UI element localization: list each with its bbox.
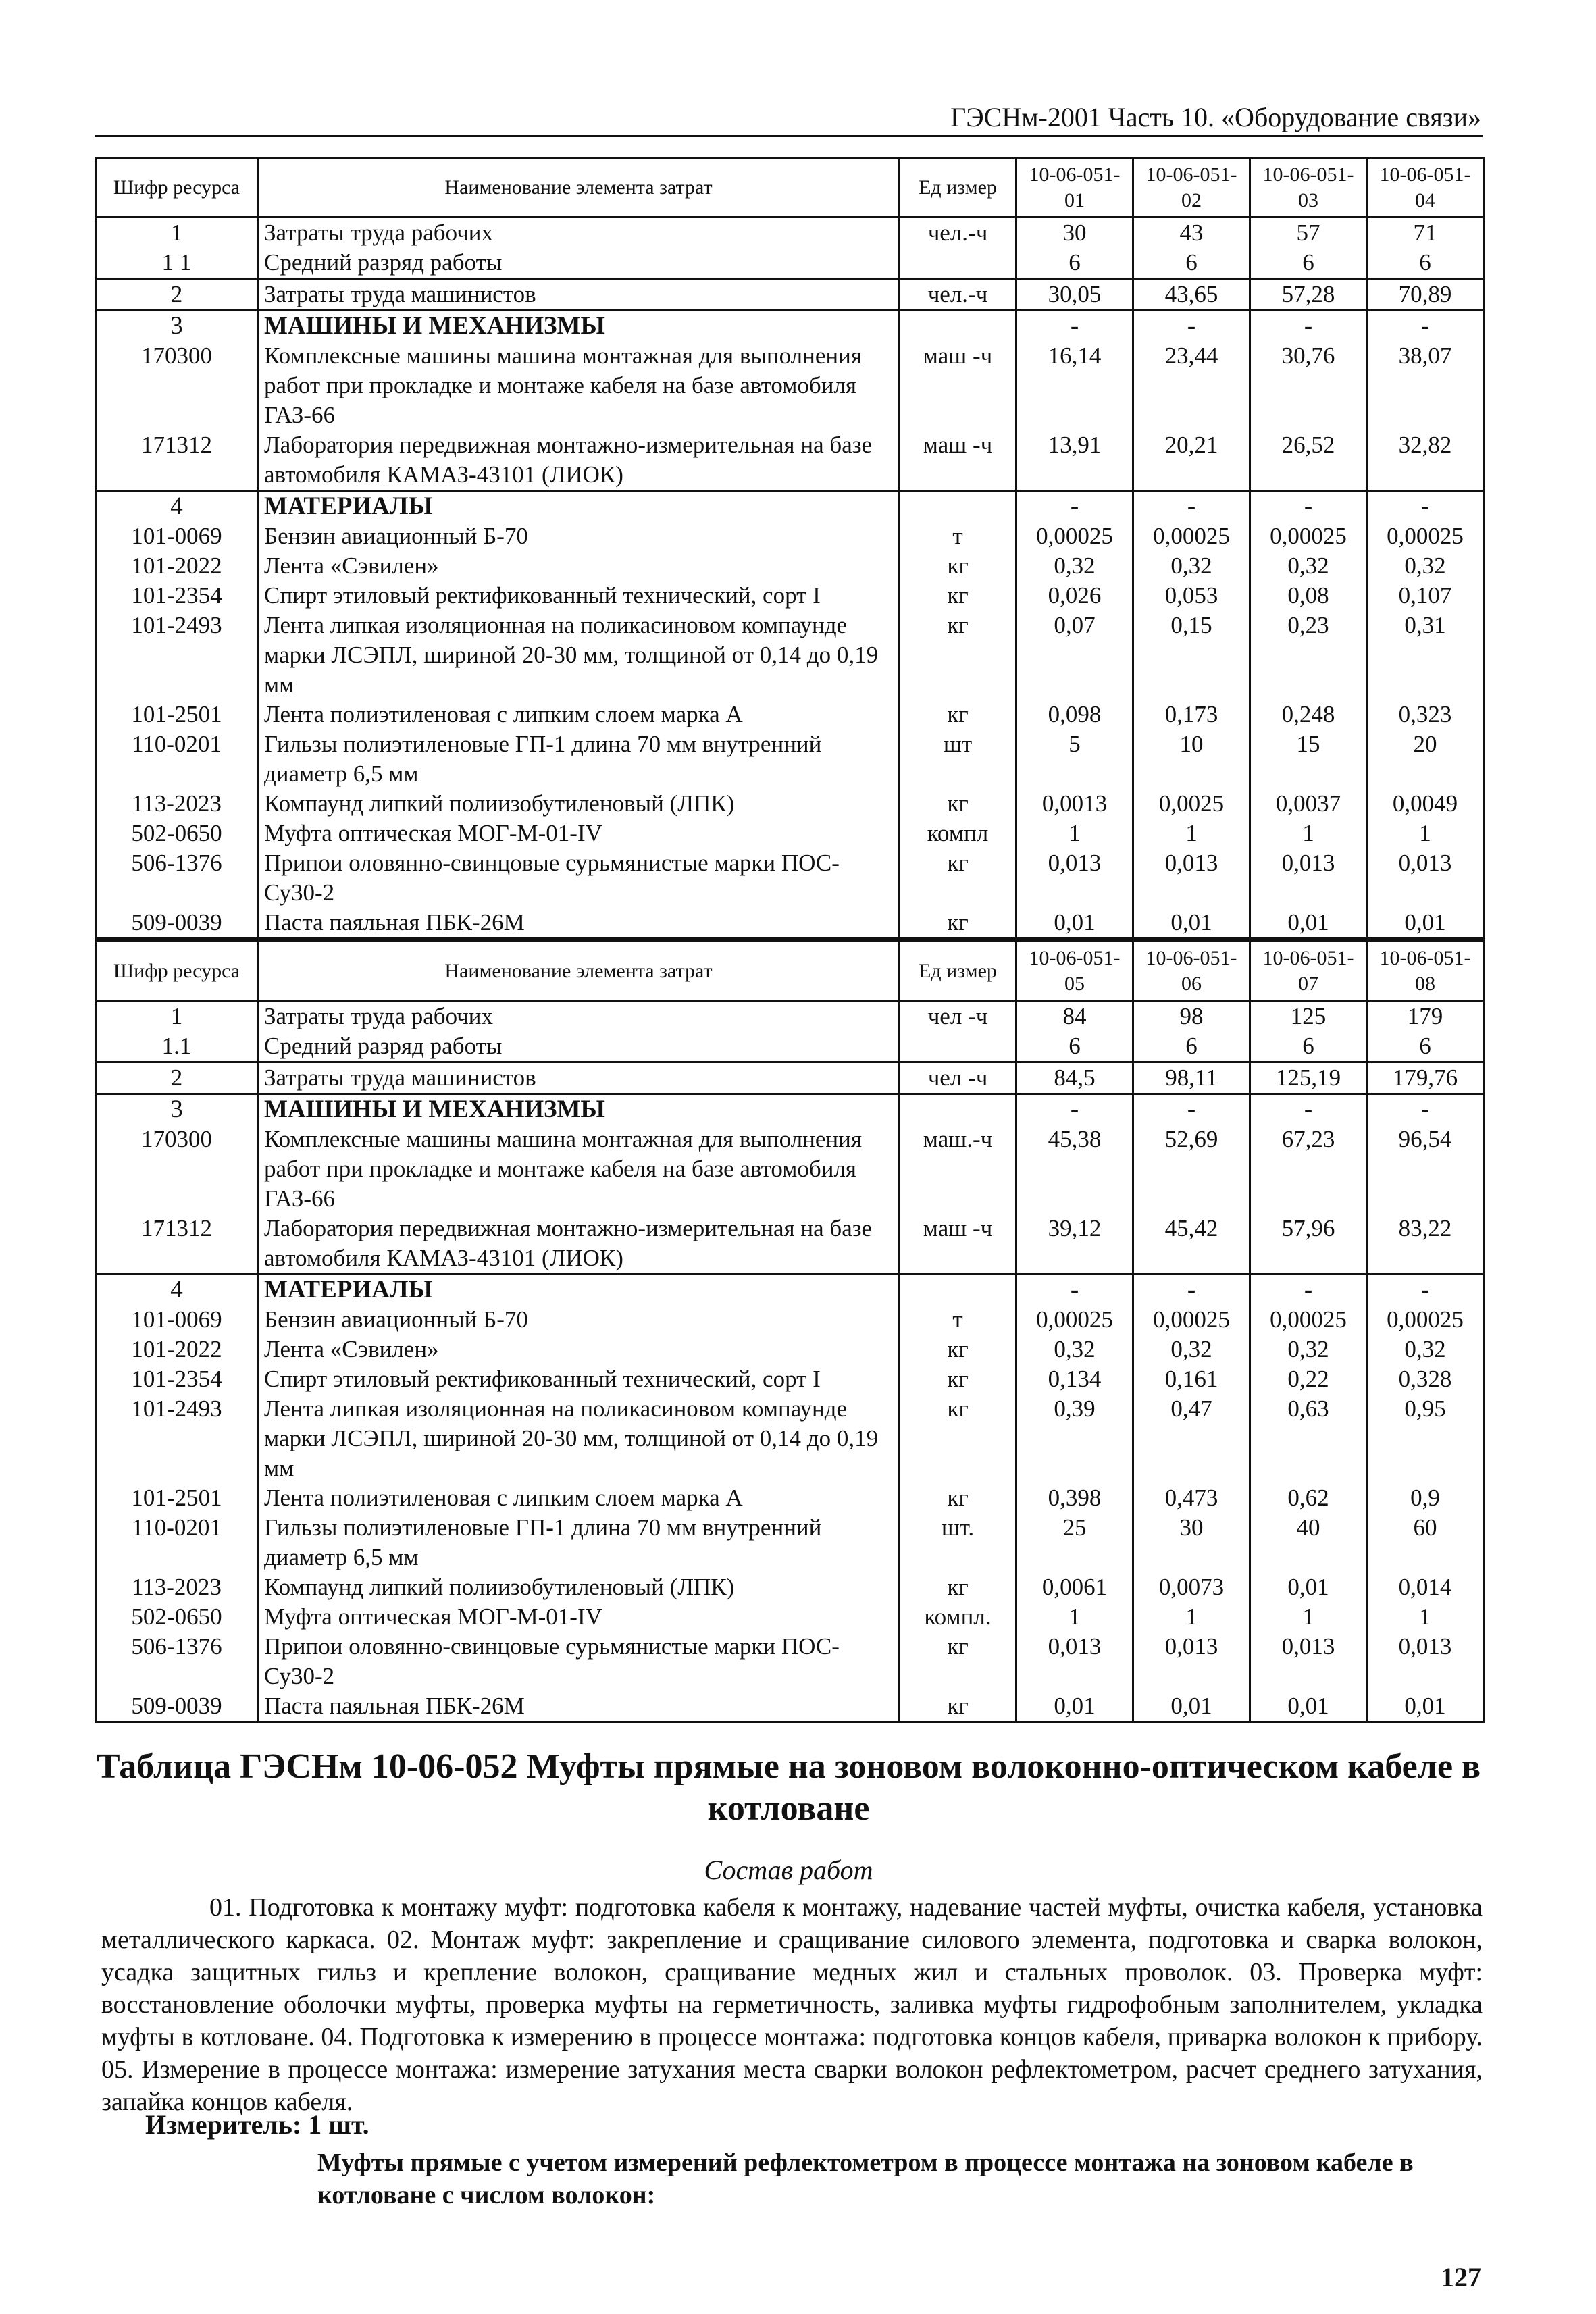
resource-name: Спирт этиловый ректификованный технический, сорт I [258,1364,900,1394]
resource-value: 0,9 [1367,1483,1484,1513]
resource-value: 0,01 [1250,1691,1367,1722]
header-name: Наименование элемента затрат [258,942,900,1001]
table-row [96,1062,1484,1094]
table-row [96,729,1484,789]
resource-value: 6 [1133,248,1250,279]
resource-value: - [1367,1275,1484,1306]
resource-code: 502-0650 [96,819,258,848]
resource-value: - [1367,1094,1484,1125]
resource-code: 101-2354 [96,581,258,611]
resource-value: 70,89 [1367,279,1484,311]
resource-unit: кг [900,581,1016,611]
table-row [96,1275,1484,1306]
resource-value: 84 [1016,1001,1133,1032]
resource-value: 0,323 [1367,700,1484,729]
resource-value: 57,28 [1250,279,1367,311]
resource-value: 125,19 [1250,1062,1367,1094]
work-composition-heading: Состав работ [704,1855,873,1885]
resource-name: Паста паяльная ПБК-26М [258,1691,900,1722]
table-row [96,279,1484,311]
resource-value: 25 [1016,1513,1133,1572]
resource-value: 0,01 [1367,1691,1484,1722]
table-row [96,848,1484,908]
table-row [96,1335,1484,1364]
resource-value: 0,01 [1133,1691,1250,1722]
resource-name: Затраты труда рабочих [258,217,900,249]
resource-value: - [1016,491,1133,522]
resource-unit: кг [900,611,1016,700]
table-row [96,521,1484,551]
resource-value: 1 [1367,819,1484,848]
resource-value: 0,161 [1133,1364,1250,1394]
resource-unit: т [900,1305,1016,1335]
resource-name: МАТЕРИАЛЫ [258,1275,900,1306]
resource-code: 113-2023 [96,1572,258,1602]
resource-value: 30,76 [1250,341,1367,430]
resource-code: 3 [96,311,258,342]
resource-value: - [1133,311,1250,342]
resource-unit: шт. [900,1513,1016,1572]
resource-name: Лента полиэтиленовая с липким слоем марка А [258,700,900,729]
resource-value: - [1133,1094,1250,1125]
resource-value: 0,013 [1133,848,1250,908]
resource-value: 0,00025 [1367,521,1484,551]
resource-value: 98,11 [1133,1062,1250,1094]
resource-code: 2 [96,279,258,311]
resource-value: 52,69 [1133,1125,1250,1214]
resource-code: 1 [96,217,258,249]
resource-value: 0,026 [1016,581,1133,611]
resource-name: Лента «Сэвилен» [258,1335,900,1364]
resource-value: 0,098 [1016,700,1133,729]
resource-value: 0,01 [1016,1691,1133,1722]
resource-code: 506-1376 [96,848,258,908]
meter-label: Измеритель: 1 шт. [145,2109,369,2140]
resource-value: 43,65 [1133,279,1250,311]
resource-value: 125 [1250,1001,1367,1032]
resource-value: 0,013 [1250,1632,1367,1691]
resource-unit [900,1275,1016,1306]
header-col: 10-06-051-08 [1367,942,1484,1001]
resource-value: 0,62 [1250,1483,1367,1513]
resource-unit: чел -ч [900,1062,1016,1094]
resource-value: - [1250,1094,1367,1125]
resource-name: Муфта оптическая МОГ-М-01-IV [258,819,900,848]
table-row [96,1394,1484,1483]
resource-value: 0,07 [1016,611,1133,700]
resource-value: 67,23 [1250,1125,1367,1214]
table-row [96,248,1484,279]
resource-name: Лаборатория передвижная монтажно-измерительная на базе автомобиля КАМАЗ-43101 (ЛИОК) [258,1214,900,1275]
resource-value: 0,08 [1250,581,1367,611]
resource-name: МАШИНЫ И МЕХАНИЗМЫ [258,1094,900,1125]
resource-value: 6 [1250,1031,1367,1062]
resource-value: 0,32 [1250,551,1367,581]
resource-value: 0,013 [1016,848,1133,908]
resource-code: 101-2022 [96,551,258,581]
resource-name: Бензин авиационный Б-70 [258,521,900,551]
resource-value: 0,013 [1133,1632,1250,1691]
resource-unit: кг [900,848,1016,908]
resource-value: 0,01 [1133,908,1250,939]
resource-name: Средний разряд работы [258,248,900,279]
resource-name: Спирт этиловый ректификованный технический, сорт I [258,581,900,611]
table-row [96,1513,1484,1572]
resource-unit: маш -ч [900,341,1016,430]
resource-code: 4 [96,491,258,522]
resource-value: 45,38 [1016,1125,1133,1214]
resource-value: - [1133,491,1250,522]
resource-unit: т [900,521,1016,551]
header-unit: Ед измер [900,158,1016,217]
resource-value: 0,473 [1133,1483,1250,1513]
resource-value: - [1250,1275,1367,1306]
resource-name: Припои оловянно-свинцовые сурьмянистые марки ПОС-Су30-2 [258,1632,900,1691]
resource-value: 84,5 [1016,1062,1133,1094]
resource-value: - [1250,311,1367,342]
resource-code: 3 [96,1094,258,1125]
resource-name: Лента «Сэвилен» [258,551,900,581]
resource-unit: компл [900,819,1016,848]
running-header: ГЭСНм-2001 Часть 10. «Оборудование связи» [950,102,1481,132]
resource-value: 13,91 [1016,430,1133,491]
resource-code: 506-1376 [96,1632,258,1691]
work-composition-text: 01. Подготовка к монтажу муфт: подготовка кабеля к монтажу, надевание частей муфты, очистка кабеля, установка металлического каркаса. 02. Монтаж муфт: закрепление и сращивание силового элемента, подготовка и сварка волокон, усадка защитных гильз и крепление волокон, сращивание медных жил и стальных проволок. 03. Проверка муфт: восстановление оболочки муфты, проверка муфты на герметичность, заливка муфты гидрофобным заполнителем, укладка муфты в котловане. 04. Подготовка к измерению в процессе монтажа: подготовка концов кабеля, приварка волокон к прибору. 05. Измерение в процессе монтажа: измерение затухания места сварки волокон рефлектометром, расчет среднего затухания, запайка концов кабеля. [101,1893,1483,2116]
resource-value: 0,47 [1133,1394,1250,1483]
resource-value: 179,76 [1367,1062,1484,1094]
resource-name: Паста паяльная ПБК-26М [258,908,900,939]
resource-value: 1 [1016,819,1133,848]
resource-unit: кг [900,1335,1016,1364]
resource-value: 0,32 [1133,551,1250,581]
resource-code: 101-2354 [96,1364,258,1394]
resource-code: 101-2501 [96,1483,258,1513]
resource-code: 4 [96,1275,258,1306]
table-row [96,789,1484,819]
resource-value: 0,31 [1367,611,1484,700]
resource-unit [900,491,1016,522]
resource-unit: чел.-ч [900,279,1016,311]
resource-code: 110-0201 [96,729,258,789]
resource-name: Бензин авиационный Б-70 [258,1305,900,1335]
table-row [96,1572,1484,1602]
resource-value: 0,00025 [1016,1305,1133,1335]
resource-value: 1 [1250,1602,1367,1632]
resource-code: 101-0069 [96,521,258,551]
header-code: Шифр ресурса [96,942,258,1001]
table-row [96,819,1484,848]
resource-name: Компаунд липкий полиизобутиленовый (ЛПК) [258,1572,900,1602]
resource-name: Припои оловянно-свинцовые сурьмянистые марки ПОС-Су30-2 [258,848,900,908]
resource-value: 0,00025 [1250,521,1367,551]
table-row [96,1031,1484,1062]
resource-unit: кг [900,1691,1016,1722]
resource-value: 26,52 [1250,430,1367,491]
resource-code: 1 1 [96,248,258,279]
resource-name: Лента полиэтиленовая с липким слоем марка А [258,1483,900,1513]
resource-value: 0,39 [1016,1394,1133,1483]
resource-unit: кг [900,908,1016,939]
table-row [96,1125,1484,1214]
resource-value: 1 [1133,1602,1250,1632]
resource-value: 15 [1250,729,1367,789]
header-code: Шифр ресурса [96,158,258,217]
resource-value: 39,12 [1016,1214,1133,1275]
resource-value: 0,013 [1016,1632,1133,1691]
resource-code: 1.1 [96,1031,258,1062]
resource-value: 0,0049 [1367,789,1484,819]
resource-value: 83,22 [1367,1214,1484,1275]
resource-value: 0,01 [1367,908,1484,939]
resource-value: 0,014 [1367,1572,1484,1602]
resource-value: - [1367,491,1484,522]
table-row [96,430,1484,491]
resource-unit [900,248,1016,279]
resource-table-2 [95,940,1485,1723]
table-row [96,1214,1484,1275]
resource-unit [900,311,1016,342]
resource-name: Компаунд липкий полиизобутиленовый (ЛПК) [258,789,900,819]
header-col: 10-06-051-01 [1016,158,1133,217]
resource-value: 30,05 [1016,279,1133,311]
resource-value: 71 [1367,217,1484,249]
resource-value: 6 [1133,1031,1250,1062]
resource-value: 32,82 [1367,430,1484,491]
table-row [96,581,1484,611]
resource-value: 57,96 [1250,1214,1367,1275]
resource-unit: кг [900,551,1016,581]
resource-value: 0,63 [1250,1394,1367,1483]
resource-value: 0,00025 [1367,1305,1484,1335]
resource-name: МАШИНЫ И МЕХАНИЗМЫ [258,311,900,342]
table-row [96,311,1484,342]
resource-value: - [1016,1275,1133,1306]
header-unit: Ед измер [900,942,1016,1001]
resource-code: 1 [96,1001,258,1032]
header-rule [95,135,1483,137]
resource-value: 16,14 [1016,341,1133,430]
resource-value: 6 [1016,248,1133,279]
resource-unit: маш -ч [900,1214,1016,1275]
resource-value: 6 [1250,248,1367,279]
resource-value: 0,01 [1250,908,1367,939]
resource-code: 509-0039 [96,908,258,939]
table-row [96,700,1484,729]
resource-name: Лента липкая изоляционная на поликасиновом компаунде марки ЛСЭПЛ, шириной 20-30 мм, толщиной от 0,14 до 0,19 мм [258,611,900,700]
resource-value: 6 [1016,1031,1133,1062]
resource-value: 0,013 [1367,848,1484,908]
resource-name: Затраты труда машинистов [258,279,900,311]
resource-value: 0,0073 [1133,1572,1250,1602]
resource-unit: кг [900,1483,1016,1513]
resource-value: 0,32 [1016,551,1133,581]
resource-value: 23,44 [1133,341,1250,430]
table-row [96,1364,1484,1394]
resource-code: 101-2501 [96,700,258,729]
resource-code: 110-0201 [96,1513,258,1572]
resource-unit [900,1031,1016,1062]
resource-name: Комплексные машины машина монтажная для выполнения работ при прокладке и монтаже кабеля на базе автомобиля ГАЗ-66 [258,341,900,430]
resource-value: 0,013 [1367,1632,1484,1691]
resource-value: 1 [1133,819,1250,848]
header-col: 10-06-051-06 [1133,942,1250,1001]
resource-unit: шт [900,729,1016,789]
header-col: 10-06-051-04 [1367,158,1484,217]
page-number: 127 [1441,2262,1481,2292]
resource-value: 45,42 [1133,1214,1250,1275]
resource-value: - [1133,1275,1250,1306]
resource-table-1 [95,157,1485,940]
table-row [96,1305,1484,1335]
resource-value: 0,0061 [1016,1572,1133,1602]
resource-value: 98 [1133,1001,1250,1032]
resource-value: 0,00025 [1016,521,1133,551]
header-col: 10-06-051-07 [1250,942,1367,1001]
resource-value: 0,32 [1367,1335,1484,1364]
resource-name: Муфта оптическая МОГ-М-01-IV [258,1602,900,1632]
resource-value: 30 [1133,1513,1250,1572]
resource-value: 43 [1133,217,1250,249]
resource-value: 0,0025 [1133,789,1250,819]
resource-unit [900,1094,1016,1125]
resource-code: 171312 [96,1214,258,1275]
resource-unit: кг [900,1394,1016,1483]
resource-unit: кг [900,789,1016,819]
resource-unit: кг [900,1632,1016,1691]
resource-value: 0,23 [1250,611,1367,700]
resource-code: 170300 [96,1125,258,1214]
resource-name: Комплексные машины машина монтажная для выполнения работ при прокладке и монтаже кабеля на базе автомобиля ГАЗ-66 [258,1125,900,1214]
table-row [96,551,1484,581]
resource-name: МАТЕРИАЛЫ [258,491,900,522]
resource-value: 0,398 [1016,1483,1133,1513]
resource-value: 0,01 [1250,1572,1367,1602]
resource-value: 0,248 [1250,700,1367,729]
header-col: 10-06-051-03 [1250,158,1367,217]
table-row [96,1094,1484,1125]
resource-code: 2 [96,1062,258,1094]
meter-description: Муфты прямые с учетом измерений рефлектометром в процессе монтажа на зоновом кабеле в котловане с числом волокон: [317,2149,1414,2209]
resource-code: 101-2022 [96,1335,258,1364]
resource-value: 0,053 [1133,581,1250,611]
resource-code: 113-2023 [96,789,258,819]
resource-unit: компл. [900,1602,1016,1632]
resource-value: - [1016,1094,1133,1125]
resource-value: 5 [1016,729,1133,789]
table-row [96,1602,1484,1632]
table-row [96,908,1484,939]
resource-value: 1 [1250,819,1367,848]
resource-code: 101-2493 [96,611,258,700]
resource-name: Затраты труда рабочих [258,1001,900,1032]
table-row [96,1001,1484,1032]
resource-value: 0,32 [1133,1335,1250,1364]
resource-value: 0,134 [1016,1364,1133,1394]
resource-name: Затраты труда машинистов [258,1062,900,1094]
resource-value: 0,22 [1250,1364,1367,1394]
resource-value: 0,107 [1367,581,1484,611]
table-row [96,217,1484,249]
resource-value: 0,173 [1133,700,1250,729]
resource-value: 179 [1367,1001,1484,1032]
resource-code: 101-2493 [96,1394,258,1483]
resource-value: 6 [1367,1031,1484,1062]
resource-unit: кг [900,1572,1016,1602]
resource-code: 101-0069 [96,1305,258,1335]
resource-value: 0,0037 [1250,789,1367,819]
resource-value: 96,54 [1367,1125,1484,1214]
resource-value: 0,013 [1250,848,1367,908]
resource-value: - [1016,311,1133,342]
resource-value: 0,32 [1250,1335,1367,1364]
header-col: 10-06-051-02 [1133,158,1250,217]
table-row [96,1483,1484,1513]
resource-value: 60 [1367,1513,1484,1572]
resource-name: Гильзы полиэтиленовые ГП-1 длина 70 мм внутренний диаметр 6,5 мм [258,729,900,789]
resource-code: 170300 [96,341,258,430]
resource-value: 20 [1367,729,1484,789]
resource-name: Лаборатория передвижная монтажно-измерительная на базе автомобиля КАМАЗ-43101 (ЛИОК) [258,430,900,491]
resource-unit: чел.-ч [900,217,1016,249]
resource-value: 0,15 [1133,611,1250,700]
resource-code: 171312 [96,430,258,491]
resource-unit: маш -ч [900,430,1016,491]
resource-value: 0,328 [1367,1364,1484,1394]
resource-value: 6 [1367,248,1484,279]
resource-value: 1 [1016,1602,1133,1632]
resource-value: 0,00025 [1133,521,1250,551]
resource-value: 0,32 [1016,1335,1133,1364]
resource-name: Гильзы полиэтиленовые ГП-1 длина 70 мм внутренний диаметр 6,5 мм [258,1513,900,1572]
header-name: Наименование элемента затрат [258,158,900,217]
resource-value: 0,95 [1367,1394,1484,1483]
table-row [96,1632,1484,1691]
resource-value: 0,00025 [1133,1305,1250,1335]
resource-value: 1 [1367,1602,1484,1632]
table-row [96,491,1484,522]
table-row [96,341,1484,430]
resource-value: 38,07 [1367,341,1484,430]
resource-value: 30 [1016,217,1133,249]
resource-value: 0,32 [1367,551,1484,581]
resource-value: 20,21 [1133,430,1250,491]
resource-value: 40 [1250,1513,1367,1572]
resource-value: 0,0013 [1016,789,1133,819]
resource-code: 502-0650 [96,1602,258,1632]
resource-value: - [1367,311,1484,342]
resource-value: 57 [1250,217,1367,249]
resource-value: 0,00025 [1250,1305,1367,1335]
resource-unit: чел -ч [900,1001,1016,1032]
resource-name: Средний разряд работы [258,1031,900,1062]
resource-unit: маш.-ч [900,1125,1016,1214]
resource-value: 10 [1133,729,1250,789]
resource-value: 0,01 [1016,908,1133,939]
header-col: 10-06-051-05 [1016,942,1133,1001]
table-row [96,1691,1484,1722]
resource-code: 509-0039 [96,1691,258,1722]
resource-unit: кг [900,1364,1016,1394]
table-title: Таблица ГЭСНм 10-06-052 Муфты прямые на зоновом волоконно-оптическом кабеле в котловане [96,1747,1481,1828]
table-row [96,611,1484,700]
resource-unit: кг [900,700,1016,729]
resource-name: Лента липкая изоляционная на поликасиновом компаунде марки ЛСЭПЛ, шириной 20-30 мм, толщиной от 0,14 до 0,19 мм [258,1394,900,1483]
resource-value: - [1250,491,1367,522]
